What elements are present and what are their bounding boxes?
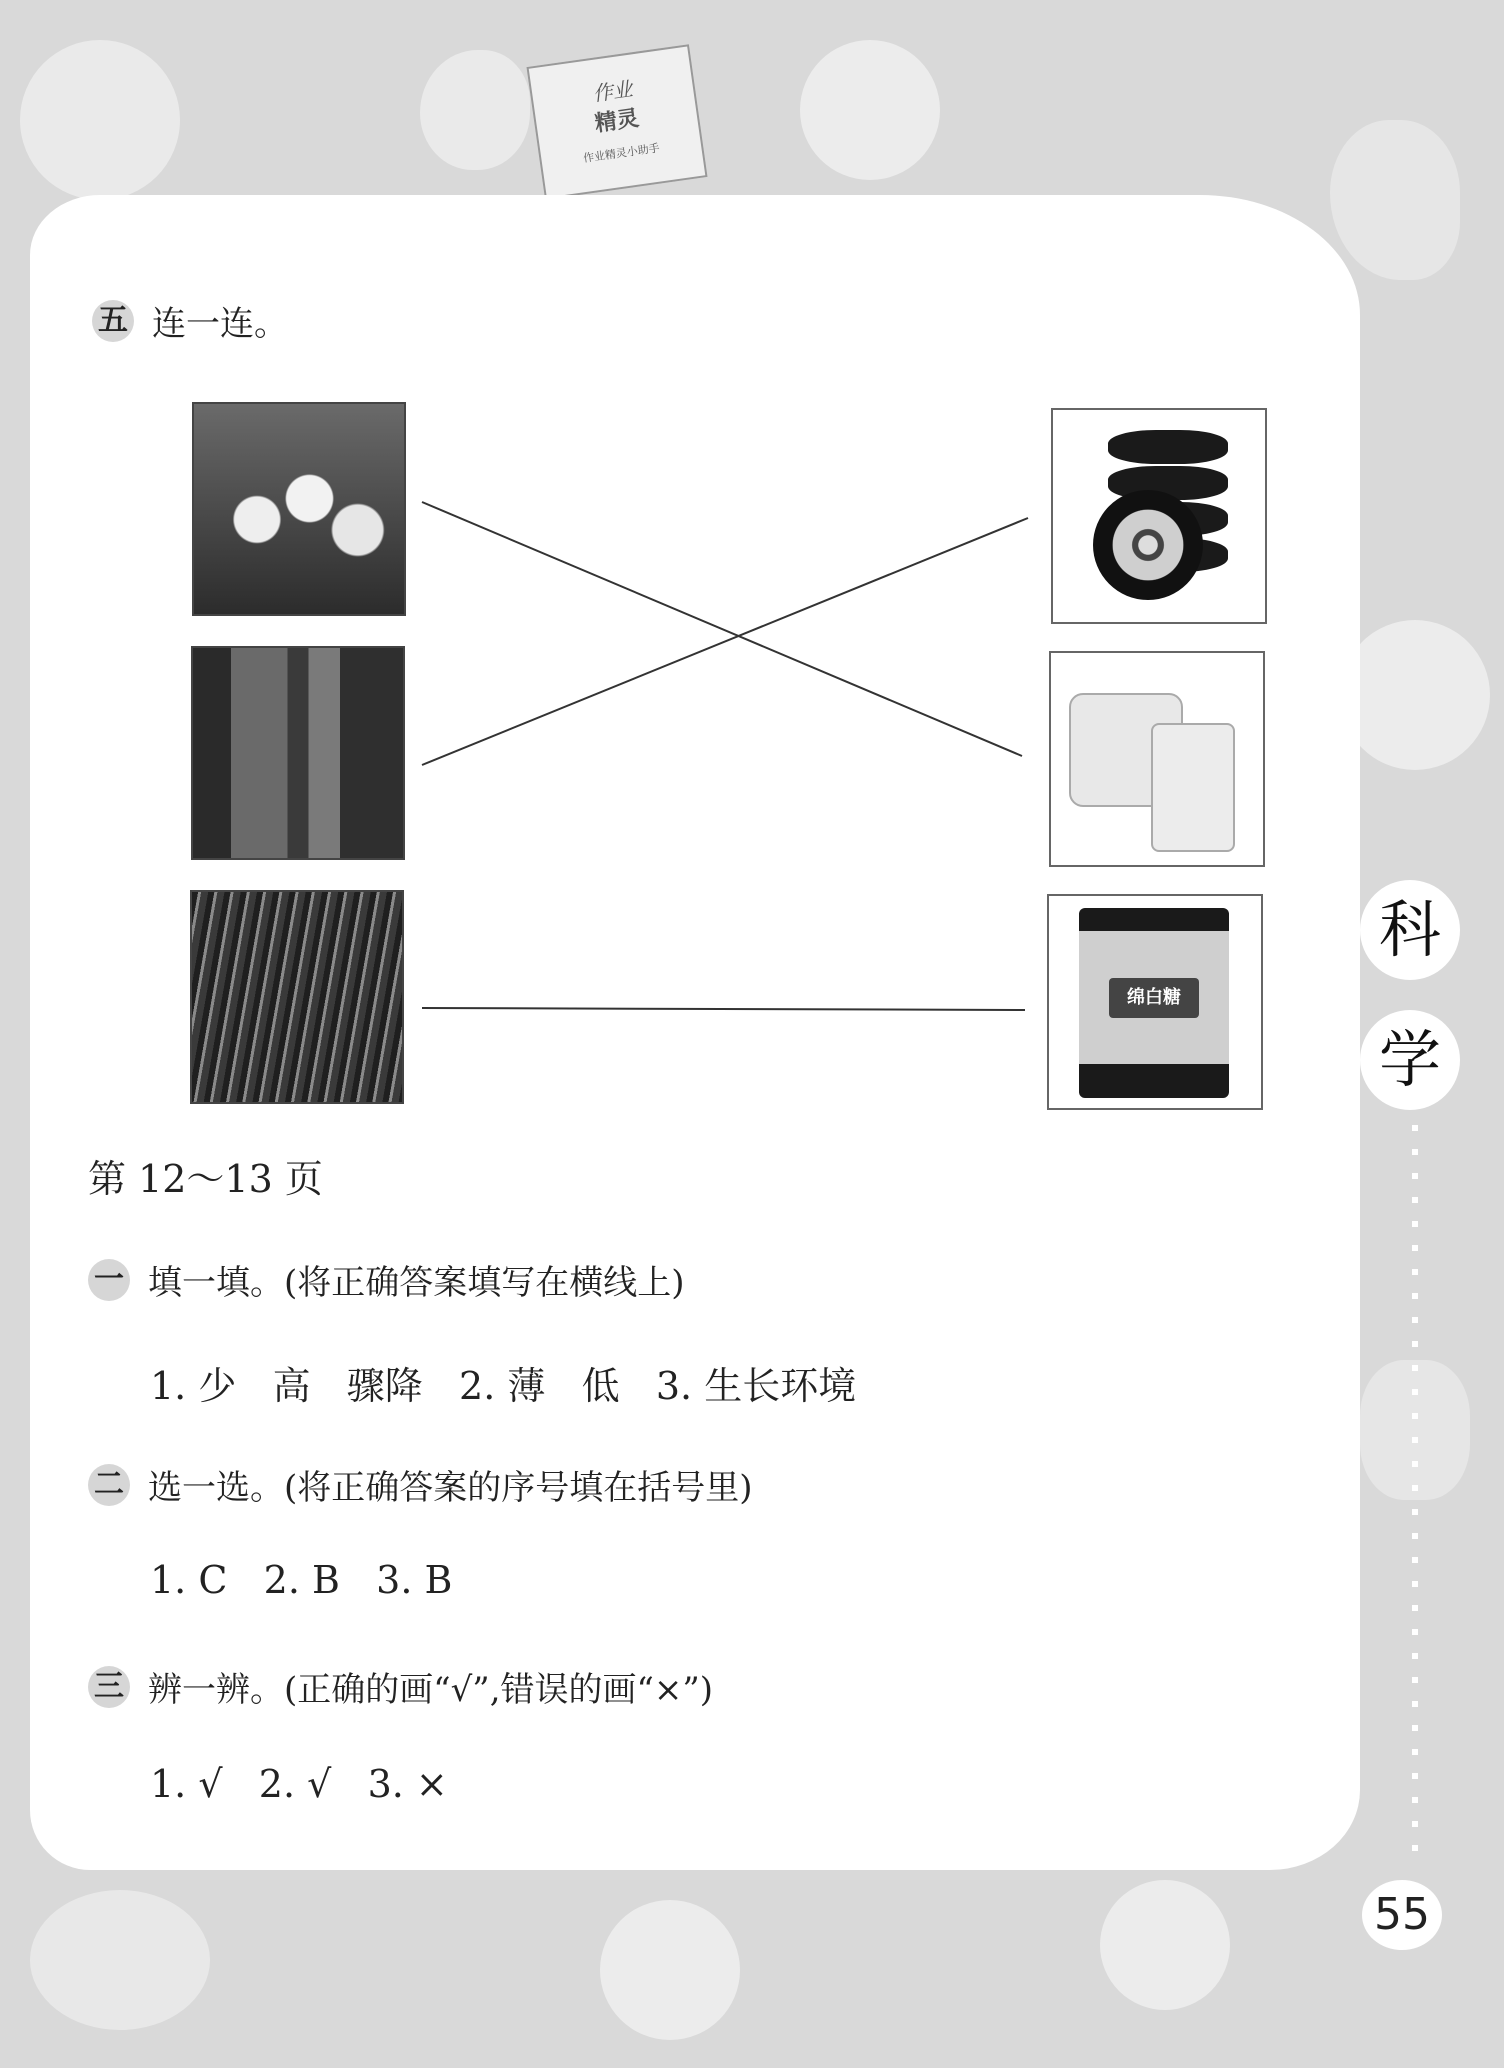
section1-title: 填一填。(将正确答案填写在横线上) (148, 1263, 685, 1303)
stamp-line2: 精灵 (593, 105, 641, 137)
stamp-line1: 作业 (591, 76, 635, 106)
page-number: 55 (1362, 1880, 1442, 1950)
section1-answer: 1. 少 高 骤降 2. 薄 低 3. 生长环境 (150, 1364, 857, 1408)
subject-char-2: 学 (1360, 1010, 1460, 1110)
stamp-line3: 作业精灵小助手 (582, 141, 661, 165)
section-badge: 五 (92, 300, 134, 342)
line-rubber-to-tyres (422, 518, 1028, 765)
section2-answer: 1. C 2. B 3. B (150, 1558, 453, 1602)
section3-answer: 1. √ 2. √ 3. × (150, 1762, 448, 1806)
line-cotton-to-pajamas (422, 502, 1022, 756)
section3-heading (88, 1662, 713, 1711)
section1-heading (88, 1255, 685, 1304)
section-badge: 三 (88, 1666, 130, 1708)
page-reference: 第 12～13 页 (88, 1157, 323, 1201)
section-badge: 一 (88, 1259, 130, 1301)
section2-title: 选一选。(将正确答案的序号填在括号里) (148, 1468, 753, 1508)
dotted-divider (1412, 1125, 1418, 1865)
line-sugarcane-to-sugar (422, 1008, 1025, 1010)
subject-char-1: 科 (1360, 880, 1460, 980)
section3-title: 辨一辨。(正确的画“√”,错误的画“×”) (148, 1670, 714, 1710)
sugar-label: 绵白糖 (1109, 978, 1199, 1018)
section-badge: 二 (88, 1464, 130, 1506)
section5-title: 连一连。 (152, 304, 288, 344)
section2-heading (88, 1460, 753, 1509)
